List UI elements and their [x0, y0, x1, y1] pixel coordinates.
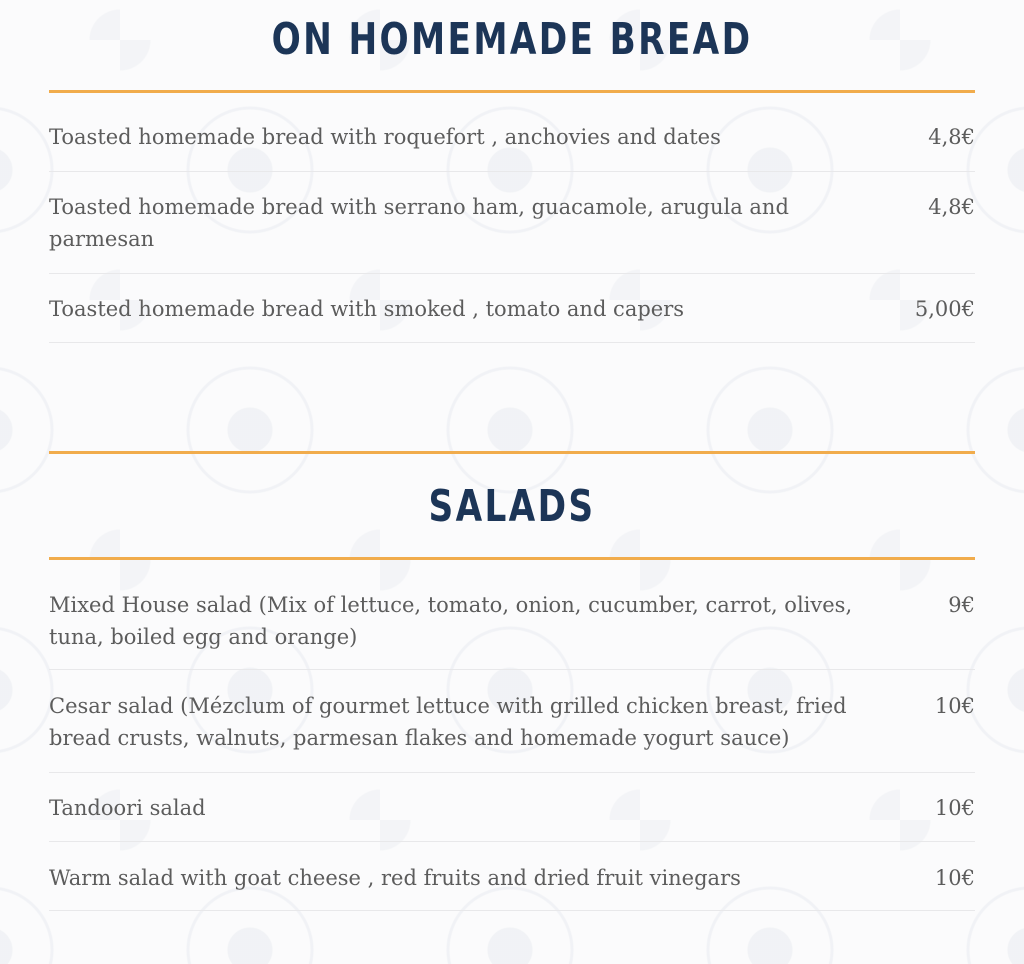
- menu-item-name: Toasted homemade bread with smoked , tomato and capers: [49, 297, 685, 321]
- section-title-salads: SALADS: [428, 481, 596, 532]
- menu-item: [49, 121, 975, 172]
- section-divider: [49, 557, 975, 560]
- menu-item-price: 4,8€: [928, 125, 975, 149]
- menu-item: [49, 690, 975, 773]
- menu-item-name: Toasted homemade bread with roquefort , anchovies and dates: [49, 125, 721, 149]
- menu-item: [49, 792, 975, 842]
- menu-item: [49, 862, 975, 911]
- menu-item-name: Cesar salad (Mézclum of gourmet lettuce with grilled chicken breast, fried bread crusts, walnuts, parmesan flakes and homemade yogurt sauce): [49, 694, 847, 750]
- menu-item-price: 4,8€: [928, 195, 975, 219]
- menu-item-name: Warm salad with goat cheese , red fruits and dried fruit vinegars: [49, 866, 741, 890]
- section-divider: [49, 90, 975, 93]
- menu-item-price: 5,00€: [914, 297, 975, 321]
- menu-item-price: 10€: [934, 694, 975, 718]
- menu-item-price: 10€: [934, 866, 975, 890]
- menu-item: [49, 191, 975, 274]
- menu-item: [49, 293, 975, 343]
- menu-item-price: 9€: [948, 593, 975, 617]
- menu-item-name: Mixed House salad (Mix of lettuce, tomato, onion, cucumber, carrot, olives, tuna, boiled egg and orange): [49, 593, 853, 649]
- section-title-bread: ON HOMEMADE BREAD: [271, 14, 753, 65]
- menu-item: [49, 589, 975, 670]
- menu-item-name: Toasted homemade bread with serrano ham, guacamole, arugula and parmesan: [49, 195, 789, 251]
- menu-item-price: 10€: [934, 796, 975, 820]
- section-divider: [49, 451, 975, 454]
- menu-item-name: Tandoori salad: [49, 796, 206, 820]
